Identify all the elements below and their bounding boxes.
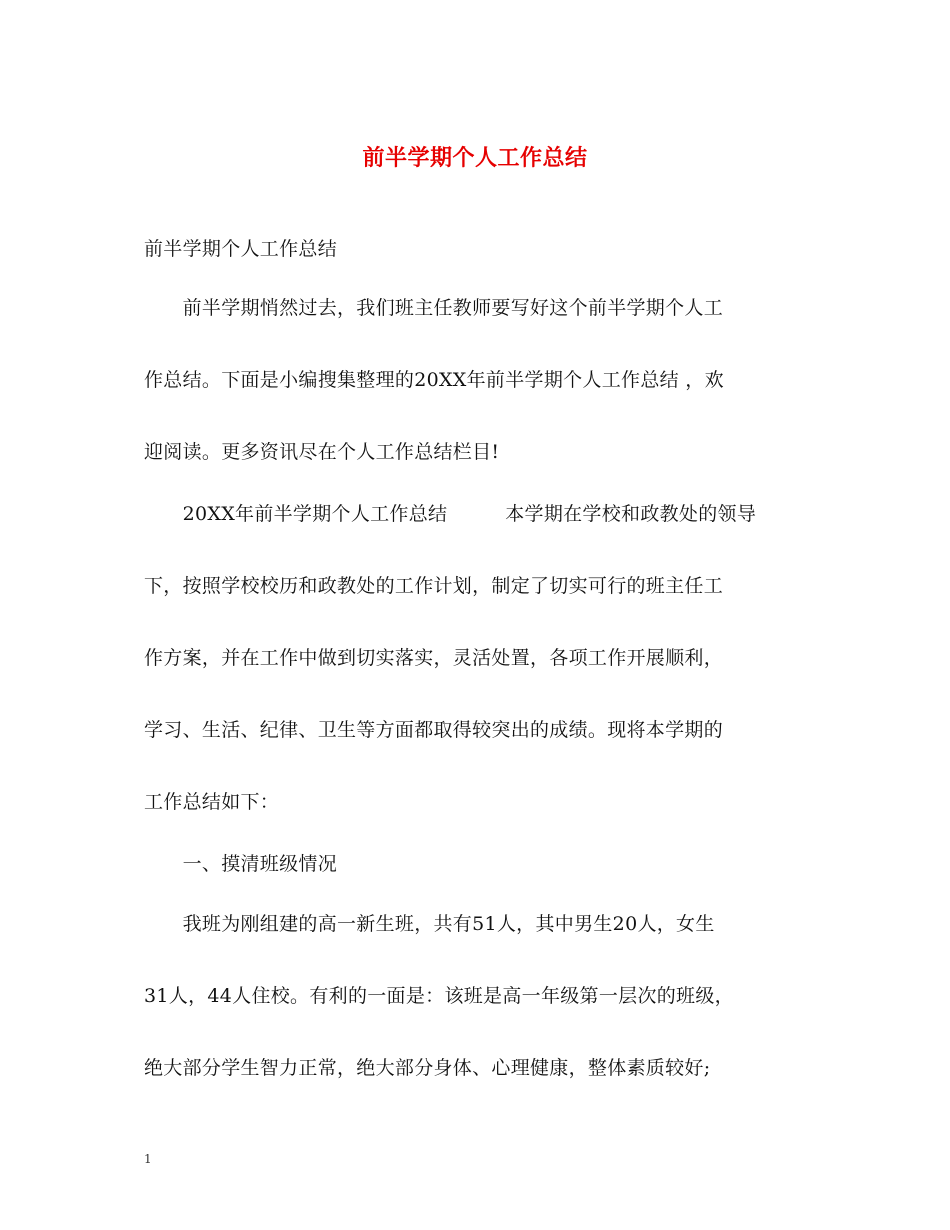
document-title: 前半学期个人工作总结 (362, 145, 588, 171)
text-line: 作方案，并在工作中做到切实落实，灵活处置，各项工作开展顺利， (144, 647, 724, 669)
text-line: 作总结。下面是小编搜集整理的20XX年前半学期个人工作总结 ，欢 (144, 369, 724, 391)
text-line: 20XX年前半学期个人工作总结 本学期在学校和政教处的领导 (144, 503, 757, 525)
text-line: 迎阅读。更多资讯尽在个人工作总结栏目! (144, 441, 500, 463)
text-line: 绝大部分学生智力正常，绝大部分身体、心理健康，整体素质较好; (144, 1057, 711, 1079)
page-number: 1 (144, 1152, 152, 1166)
text-line: 下，按照学校校历和政教处的工作计划，制定了切实可行的班主任工 (144, 575, 724, 597)
text-line: 工作总结如下： (144, 791, 280, 813)
section-heading: 一、摸清班级情况 (144, 853, 338, 875)
text-line: 前半学期悄然过去，我们班主任教师要写好这个前半学期个人工 (144, 297, 724, 319)
text-line: 前半学期个人工作总结 (144, 238, 338, 260)
text-line: 31人，44人住校。有利的一面是：该班是高一年级第一层次的班级， (144, 985, 734, 1007)
text-line: 我班为刚组建的高一新生班，共有51人，其中男生20人，女生 (144, 913, 715, 935)
text-line: 学习、生活、纪律、卫生等方面都取得较突出的成绩。现将本学期的 (144, 719, 724, 741)
